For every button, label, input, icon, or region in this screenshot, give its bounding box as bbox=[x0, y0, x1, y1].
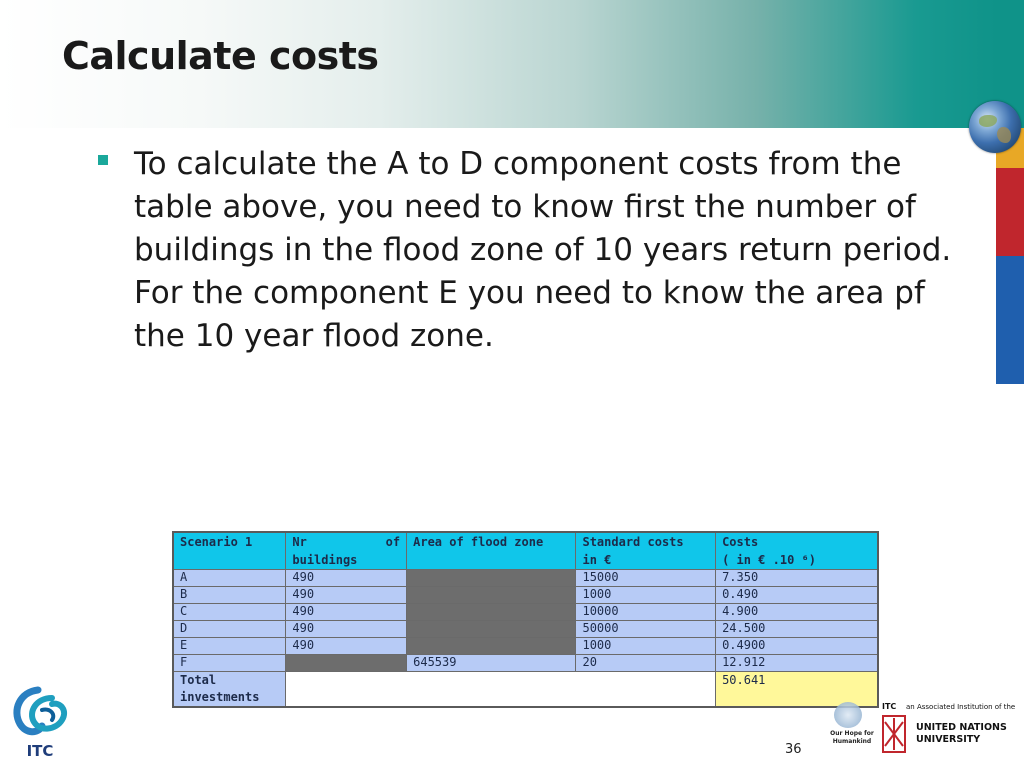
cell-area-empty bbox=[407, 621, 576, 638]
table-row bbox=[173, 638, 878, 655]
cell-nr-empty bbox=[286, 655, 407, 672]
slide-title: Calculate costs bbox=[62, 34, 379, 78]
header-std-line2: in € bbox=[582, 553, 612, 567]
bullet-icon bbox=[98, 155, 108, 165]
total-label bbox=[173, 672, 286, 708]
header-nr-word1: Nr bbox=[292, 535, 307, 549]
header-scenario: Scenario 1 bbox=[173, 532, 286, 570]
unu-name bbox=[916, 722, 1007, 746]
un-caption-line2: Humankind bbox=[832, 738, 872, 745]
header-costs-line2: ( in € .10 ⁶) bbox=[722, 553, 816, 567]
table-row bbox=[173, 570, 878, 587]
cell-std: 50000 bbox=[576, 621, 716, 638]
cell-nr: 490 bbox=[286, 587, 407, 604]
header-nr-buildings bbox=[286, 532, 407, 570]
bullet-text: To calculate the A to D component costs from the table above, you need to know first the number of buildings in the flood zone of 10 years return period. For the component E you need to know the area pf the 10 year flood zone. bbox=[134, 146, 952, 354]
cell-area: 645539 bbox=[407, 655, 576, 672]
unu-name-line2: UNIVERSITY bbox=[916, 734, 981, 745]
itc-logo-icon bbox=[8, 684, 72, 760]
table-row bbox=[173, 604, 878, 621]
un-caption-line1: Our Hope for bbox=[830, 730, 874, 737]
header-nr-line2: buildings bbox=[292, 553, 358, 567]
cell-std: 15000 bbox=[576, 570, 716, 587]
cell-costs: 24.500 bbox=[716, 621, 878, 638]
cell-nr: 490 bbox=[286, 604, 407, 621]
cell-std: 1000 bbox=[576, 587, 716, 604]
cell-costs: 0.4900 bbox=[716, 638, 878, 655]
cell-scenario: E bbox=[173, 638, 286, 655]
cell-area-empty bbox=[407, 604, 576, 621]
cell-costs: 4.900 bbox=[716, 604, 878, 621]
cell-scenario: A bbox=[173, 570, 286, 587]
header-area: Area of flood zone bbox=[407, 532, 576, 570]
cell-costs: 12.912 bbox=[716, 655, 878, 672]
header-nr-word2: of bbox=[385, 535, 401, 549]
header-standard-costs bbox=[576, 532, 716, 570]
cell-std: 10000 bbox=[576, 604, 716, 621]
itc-small-label: ITC bbox=[882, 702, 897, 711]
cell-scenario: C bbox=[173, 604, 286, 621]
total-blank bbox=[286, 672, 716, 708]
unu-name-line1: UNITED NATIONS bbox=[916, 722, 1007, 733]
cell-std: 20 bbox=[576, 655, 716, 672]
header-costs-line1: Costs bbox=[722, 535, 759, 549]
table-row bbox=[173, 621, 878, 638]
unu-logo-icon bbox=[881, 702, 907, 754]
cell-nr: 490 bbox=[286, 638, 407, 655]
cell-nr: 490 bbox=[286, 621, 407, 638]
header-costs bbox=[716, 532, 878, 570]
cell-scenario: B bbox=[173, 587, 286, 604]
table-row bbox=[173, 655, 878, 672]
footer-logos bbox=[826, 700, 1024, 760]
cell-costs: 7.350 bbox=[716, 570, 878, 587]
cell-area-empty bbox=[407, 638, 576, 655]
cell-area-empty bbox=[407, 570, 576, 587]
table-row bbox=[173, 587, 878, 604]
total-label-line2: investments bbox=[180, 690, 260, 704]
associated-institution-text: an Associated Institution of the bbox=[906, 703, 1016, 711]
side-bar-red bbox=[996, 168, 1024, 256]
table-total-row bbox=[173, 672, 878, 708]
itc-logo-text: ITC bbox=[26, 742, 54, 760]
cell-area-empty bbox=[407, 587, 576, 604]
cell-scenario: D bbox=[173, 621, 286, 638]
cell-std: 1000 bbox=[576, 638, 716, 655]
un-caption bbox=[826, 730, 878, 746]
side-bar-blue bbox=[996, 256, 1024, 384]
total-label-line1: Total bbox=[180, 673, 217, 687]
un-emblem-icon bbox=[834, 702, 862, 728]
cell-nr: 490 bbox=[286, 570, 407, 587]
costs-table bbox=[172, 531, 879, 708]
page-number: 36 bbox=[785, 742, 802, 757]
cell-scenario: F bbox=[173, 655, 286, 672]
bullet-point bbox=[98, 143, 952, 358]
total-value: 50.641 bbox=[716, 672, 878, 708]
header-std-line1: Standard costs bbox=[582, 535, 684, 549]
table-header-row bbox=[173, 532, 878, 570]
cell-costs: 0.490 bbox=[716, 587, 878, 604]
globe-icon bbox=[969, 101, 1021, 153]
